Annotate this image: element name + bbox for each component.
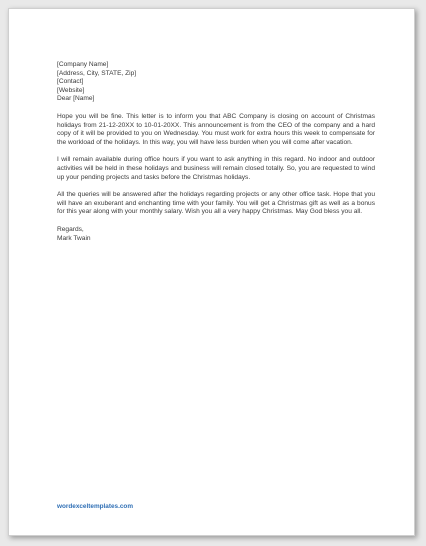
signature-name: Mark Twain [57, 234, 91, 242]
contact-line: [Contact] [57, 78, 84, 86]
letter-body [57, 61, 375, 243]
footer-website-link[interactable]: wordexceltemplates.com [57, 503, 134, 510]
website-line: [Website] [57, 86, 85, 94]
salutation: Dear [Name] [57, 95, 95, 103]
document-page [8, 8, 415, 536]
body-paragraph-1: Hope you will be fine. This letter is to inform you that ABC Company is closing on account of Christmas holidays from 21-12-20XX to 10-01-20XX. This announcement is from the CEO of the company and a hard copy of it will be provided to you on Wednesday. You must work for extra hours this week to compensate for the workload of the holidays. In this way, you will have less burden when you will come after vacation. [57, 112, 375, 146]
closing-block [57, 226, 375, 243]
address-line: [Address, City, STATE, Zip] [57, 69, 137, 77]
body-paragraph-3: All the queries will be answered after the holidays regarding projects or any other office task. Hope that you will have an exuberant and enchanting time with your family. You will get a Christmas gift as well as a bonus for this year along with your monthly salary. Wish you all a very happy Christmas. May God bless you all. [57, 191, 375, 216]
body-paragraph-2: I will remain available during office hours if you want to ask anything in this regard. No indoor and outdoor activities will be held in these holidays and business will remain closed totally. So, you are requested to wind up your pending projects and tasks before the Christmas holidays. [57, 156, 375, 181]
closing-text: Regards, [57, 225, 84, 233]
company-name-line: [Company Name] [57, 61, 109, 68]
sender-address-block [57, 61, 375, 95]
